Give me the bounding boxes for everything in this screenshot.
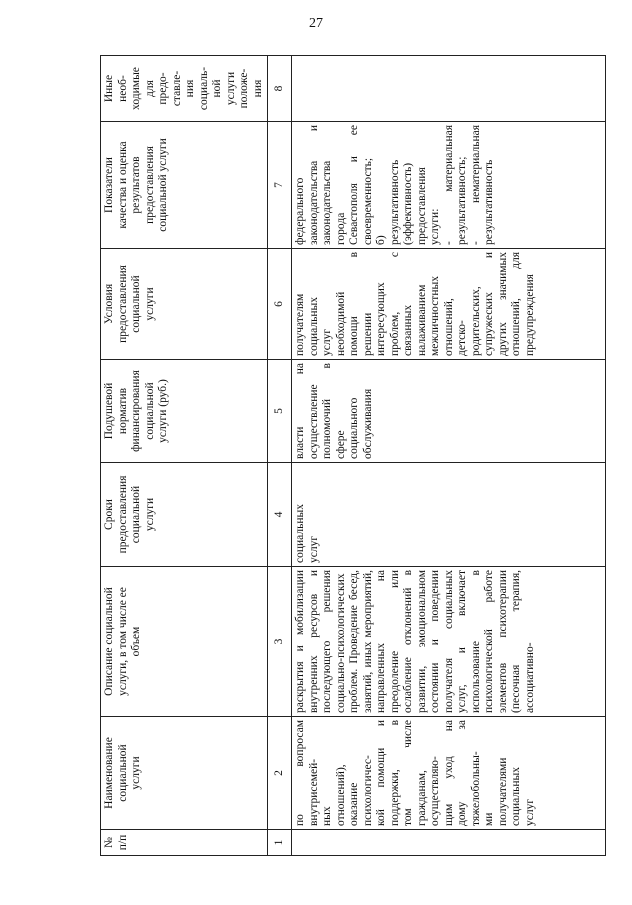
text-line: ния: [184, 79, 196, 98]
text-line: осуществляю-: [429, 756, 441, 826]
text-line: услуги (руб.): [157, 379, 169, 443]
text-line: положе-: [238, 68, 250, 109]
text-line: обслуживания: [361, 388, 374, 459]
text-line: Показатели: [103, 157, 115, 213]
text-line: связанных: [402, 304, 414, 356]
text-line: Условия: [103, 283, 115, 325]
text-line: ослабление отклонений в: [402, 570, 414, 713]
text-line: социальной: [116, 744, 129, 802]
text-line: Сроки: [103, 499, 115, 530]
text-line: предо-: [157, 72, 169, 105]
text-line: услуг: [523, 798, 536, 826]
text-line: результатов: [130, 156, 142, 214]
text-line: №: [103, 837, 115, 848]
column-number: 4: [268, 463, 292, 567]
text-line: внутренних ресурсов и: [307, 570, 320, 713]
text-line: предоставления: [116, 475, 129, 554]
text-line: Иные: [103, 74, 115, 103]
text-line: тяжелобольны-: [469, 751, 482, 826]
text-line: социальных: [294, 504, 306, 563]
text-line: других значимых: [496, 252, 509, 356]
text-line: дому за: [456, 720, 468, 826]
text-line: социального: [348, 397, 360, 459]
text-line: - нематериальная: [469, 125, 482, 245]
text-line: услуги: [143, 287, 156, 321]
rotated-table-container: [100, 56, 606, 856]
text-line: последующего решения: [321, 570, 333, 713]
header-norm: [101, 360, 268, 463]
column-number: 2: [268, 717, 292, 830]
text-line: (песочная терапия,: [510, 570, 522, 713]
text-line: социальной: [143, 382, 156, 440]
text-line: предоставления: [116, 265, 129, 343]
column-number: 6: [268, 249, 292, 360]
text-line: межличностных: [429, 276, 441, 356]
text-line: отношений, для: [510, 252, 522, 356]
text-line: качества и оценка: [116, 141, 129, 229]
header-other: [101, 56, 268, 122]
text-line: детско-: [456, 320, 468, 356]
text-line: ходимые: [130, 67, 142, 110]
text-line: социально-психологических: [334, 573, 347, 713]
text-line: результативность: [483, 159, 495, 245]
text-line: б): [375, 235, 387, 245]
text-line: результативность;: [456, 156, 468, 245]
text-line: результативность: [388, 159, 401, 245]
text-line: по вопросам: [294, 720, 306, 826]
text-line: города: [334, 212, 347, 245]
text-line: услуги, в том числе ее: [116, 587, 129, 696]
cell-terms: [292, 463, 606, 567]
text-line: ассоциативно-: [523, 642, 536, 713]
text-line: получателя социальных: [442, 570, 455, 713]
header-num: [101, 830, 268, 856]
text-line: услуг: [321, 328, 333, 356]
text-line: социальных: [307, 297, 320, 356]
column-number: 3: [268, 567, 292, 717]
column-number: 8: [268, 56, 292, 122]
text-line: п/п: [116, 834, 129, 851]
cell-norm: [292, 360, 606, 463]
header-name: [101, 717, 268, 830]
text-line: преодоление или: [388, 570, 401, 713]
header-desc: [101, 567, 268, 717]
column-number: 5: [268, 360, 292, 463]
text-line: услуг: [307, 535, 320, 563]
text-line: услуг, и включает: [456, 570, 468, 713]
text-line: осуществление: [307, 384, 320, 459]
text-line: полномочий в: [321, 363, 333, 459]
text-line: социаль-: [197, 66, 210, 111]
cell-other: [292, 56, 606, 122]
header-terms: [101, 463, 268, 567]
text-line: родительских,: [469, 286, 482, 356]
header-cond: [101, 249, 268, 360]
text-line: проблем. Проведение бесед,: [348, 570, 360, 713]
text-line: решении: [361, 312, 374, 356]
cell-quality: [292, 122, 606, 249]
text-line: психологичес-: [361, 755, 374, 826]
text-line: Описание социальной: [103, 587, 115, 696]
text-line: психологической работе: [483, 570, 495, 713]
text-line: занятий, иных мероприятий,: [361, 570, 374, 713]
text-line: раскрытия и мобилизации: [294, 570, 306, 713]
cell-desc: [292, 567, 606, 717]
text-line: услуги: [224, 71, 237, 106]
text-line: получателям: [294, 293, 306, 356]
text-line: щим уход на: [442, 720, 455, 826]
text-line: предоставления: [143, 146, 156, 224]
text-line: необ-: [116, 75, 129, 102]
text-line: гражданам,: [415, 770, 428, 826]
social-services-table: [100, 55, 606, 856]
text-line: оказание: [348, 782, 360, 826]
cell-name: [292, 717, 606, 830]
text-line: налаживанием: [415, 284, 428, 356]
text-line: состоянии и поведении: [429, 570, 441, 713]
text-line: сфере: [334, 430, 347, 459]
text-line: супружеских и: [483, 252, 495, 356]
text-line: для: [143, 80, 156, 97]
text-line: предупреждения: [523, 274, 536, 356]
text-line: социальной услуги: [157, 138, 169, 232]
text-line: получателями: [496, 757, 509, 826]
text-line: финансирования: [130, 370, 142, 452]
page-number: 27: [309, 16, 323, 31]
text-line: (эффективность): [402, 162, 414, 245]
text-line: помощи в: [348, 252, 360, 356]
text-line: - материальная: [442, 125, 455, 245]
text-line: кой помощи и: [375, 720, 387, 826]
header-row: [101, 56, 268, 856]
text-line: необходимой: [334, 291, 347, 356]
column-number: 1: [268, 830, 292, 856]
text-line: поддержки, в: [388, 720, 401, 826]
text-line: федерального: [294, 177, 306, 245]
text-line: отношений),: [334, 764, 347, 826]
text-line: развитии, эмоциональном: [415, 570, 428, 713]
text-line: ной: [211, 79, 223, 98]
text-line: законодательства и: [307, 125, 320, 245]
text-line: услуги: [143, 497, 156, 532]
text-line: власти на: [294, 363, 306, 459]
header-quality: [101, 122, 268, 249]
text-line: своевременность;: [361, 157, 374, 245]
text-line: том числе: [402, 720, 414, 826]
text-line: проблем, с: [388, 252, 401, 356]
text-line: норматив: [116, 387, 129, 435]
text-line: социальных: [510, 767, 522, 826]
text-line: услуги: [130, 756, 142, 790]
text-line: законодательства: [321, 160, 333, 245]
text-line: социальной: [130, 275, 142, 333]
column-number: 7: [268, 122, 292, 249]
text-line: ставле-: [170, 70, 183, 107]
column-number-row: [268, 56, 292, 856]
text-line: отношений,: [442, 298, 455, 356]
text-line: социальной: [130, 485, 142, 544]
text-line: направленных на: [375, 570, 387, 713]
cell-num: [292, 830, 606, 856]
table-row: [292, 56, 606, 856]
text-line: интересующих: [375, 282, 387, 356]
text-line: объем: [130, 626, 142, 657]
text-line: Севастополя и ее: [348, 125, 360, 245]
text-line: Подушевой: [103, 382, 115, 440]
text-line: использование в: [469, 570, 482, 713]
text-line: элементов психотерапии: [496, 570, 509, 713]
text-line: услуги:: [429, 208, 441, 245]
cell-cond: [292, 249, 606, 360]
text-line: предоставления: [415, 167, 428, 245]
text-line: ния: [251, 79, 264, 98]
text-line: ных: [321, 806, 333, 826]
text-line: Наименование: [103, 737, 115, 809]
text-line: ми: [483, 812, 495, 826]
text-line: внутрисемей-: [307, 758, 320, 826]
